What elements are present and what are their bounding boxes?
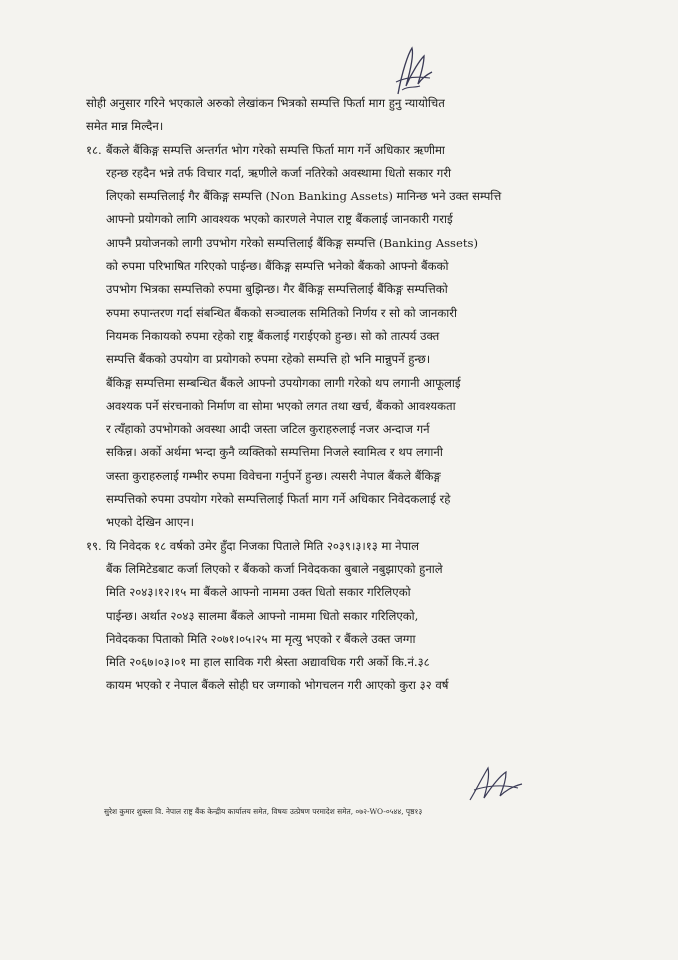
text-line: र त्यँहाको उपभोगको अवस्था आदी जस्ता जटिल कुराहरुलाई नजर अन्दाज गर्न [106,422,430,437]
text-line: अवश्यक पर्ने संरचनाको निर्माण वा सोमा भएको लगत तथा खर्च, बैंकको आवश्यकता [106,398,456,413]
text-line: सम्पत्तिको रुपमा उपयोग गरेको सम्पत्तिलाई फिर्ता माग गर्ने अधिकार निवेदकलाई रहे [106,492,451,507]
paragraph-number: १९. [86,538,102,553]
text-line: बैंक लिमिटेडबाट कर्जा लिएको र बैंकको कर्जा निवेदकका बुबाले नबुझाएको हुनाले [106,561,443,576]
text-line: सम्पत्ति बैंकको उपयोग वा प्रयोगको रुपमा रहेको सम्पत्ति हो भनि मान्नुपर्ने हुन्छ। [106,352,431,367]
text-line: आफ्नै प्रयोजनको लागी उपभोग गरेको सम्पत्तिलाई बैंकिङ्ग सम्पत्ति (Banking Assets) [106,235,479,250]
text-line: लिएको सम्पत्तिलाई गैर बैंकिङ्ग सम्पत्ति (Non Banking Assets) मानिन्छ भने उक्त सम्पत्ति [106,189,502,204]
text-line: रुपमा रुपान्तरण गर्दा संबन्धित बैंकको सञ्चालक समितिको निर्णय र सो को जानकारी [106,305,457,320]
text-line: नियमक निकायको रुपमा रहेको राष्ट्र बैंकलाई गराईएको हुन्छ। सो को तात्पर्य उक्त [106,328,440,343]
text-line: मिति २०४३।१२।१५ मा बैंकले आफ्नो नाममा उक्त धितो सकार गरिलिएको [106,585,411,600]
text-line: आफ्नो प्रयोगको लागि आवश्यक भएको कारणले नेपाल राष्ट्र बैंकलाई जानकारी गराई [106,212,453,227]
text-line: को रुपमा परिभाषित गरिएको पाईन्छ। बैंकिङ्ग सम्पत्ति भनेको बैंकको आफ्नो बैंकको [106,259,449,274]
text-line: भएको देखिन आएन। [106,515,195,530]
text-line: निवेदकका पिताको मिति २०७१।०५।२५ मा मृत्यु भएको र बैंकले उक्त जग्गा [106,631,416,646]
body-text [86,92,606,698]
text-line: सोही अनुसार गरिने भएकाले अरुको लेखांकन भित्रको सम्पत्ति फिर्ता माग हुनु न्यायोचित [86,96,445,110]
text-line: रहन्छ रहदैन भन्ने तर्फ विचार गर्दा, ऋणीले कर्जा नतिरेको अवस्थामा धितो सकार गरी [106,165,452,180]
signature-mark [466,760,526,808]
text-line: पाईन्छ। अर्थात २०४३ सालमा बैंकले आफ्नो नाममा धितो सकार गरिलिएको, [106,608,419,623]
paragraph-number: १८. [86,142,102,157]
footer-citation: सुरेश कुमार शुक्ला वि. नेपाल राष्ट्र बैंक केन्द्रीय कार्यालय समेत, विषयः उत्प्रेषण परमादेश समेत, ०७२-WO-०५४४, पृष्ठ१३ [104,807,423,816]
text-line: यि निवेदक १८ वर्षको उमेर हुँदा निजका पिताले मिति २०३९।३।१३ मा नेपाल [106,538,420,553]
text-line: कायम भएको र नेपाल बैंकले सोही घर जग्गाको भोगचलन गरी आएको कुरा ३२ वर्ष [106,678,449,693]
text-line: मिति २०६७।०३।०१ मा हाल साविक गरी श्रेस्ता अद्यावधिक गरी अर्को कि.नं.३८ [106,655,430,670]
text-line: बैंकले बैंकिङ्ग सम्पत्ति अन्तर्गत भोग गरेको सम्पत्ति फिर्ता माग गर्ने अधिकार ऋणीमा [106,142,445,157]
text-line: सकिन्न। अर्को अर्थमा भन्दा कुनै व्यक्तिको सम्पत्तिमा निजले स्वामित्व र थप लगानी [106,445,443,460]
text-line: जस्ता कुराहरुलाई गम्भीर रुपमा विवेचना गर्नुपर्ने हुन्छ। त्यसरी नेपाल बैंकले बैंकिङ्ग [106,468,441,483]
text-line: समेत मान्न मिल्दैन। [86,119,164,134]
text-line: बैंकिङ्ग सम्पत्तिमा सम्बन्धित बैंकले आफ्नो उपयोगका लागी गरेको थप लगानी आफूलाई [106,375,461,390]
text-line: उपभोग भित्रका सम्पत्तिको रुपमा बुझिन्छ। गैर बैंकिङ्ग सम्पत्तिलाई बैंकिङ्ग सम्पत्तिको [106,282,448,297]
